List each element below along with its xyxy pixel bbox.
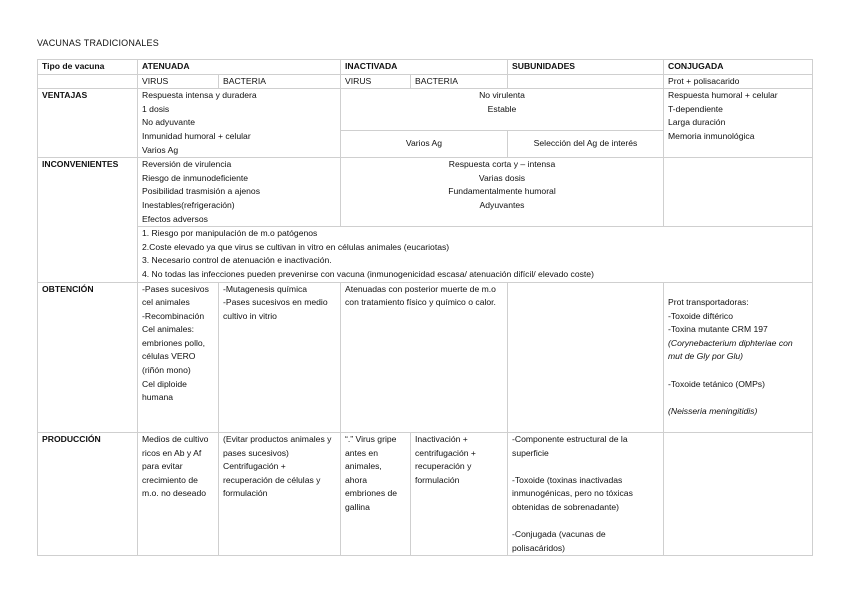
obtencion-conjugada	[664, 282, 813, 433]
produccion-bacteria: (Evitar productos animales y pases sucesivos) Centrifugación + recuperación de células y formulación	[219, 433, 341, 556]
produccion-virus-inactivada: “.” Virus gripe antes en animales, ahora embriones de gallina	[341, 433, 411, 556]
obtencion-row	[38, 282, 813, 433]
conjugada-prot-list: Prot transportadoras: -Toxoide diftérico -Toxina mutante CRM 197	[668, 297, 768, 335]
header-conjugada: CONJUGADA	[664, 60, 813, 75]
vaccine-table	[37, 59, 813, 556]
header-subunidades: SUBUNIDADES	[508, 60, 664, 75]
produccion-label: PRODUCCIÓN	[38, 433, 138, 556]
subheader-bacteria-inactivada: BACTERIA	[411, 74, 508, 89]
subheader-virus: VIRUS	[138, 74, 219, 89]
conjugada-corynebacterium: (Corynebacterium diphteriae con mut de Gly por Glu)	[668, 337, 793, 362]
produccion-subunidades: -Componente estructural de la superficie -Toxoide (toxinas inactivadas inmunogénicas, pero no tóxicas obtenidas de sobrenadante) -Conjugada (vacunas de polisacáridos)	[508, 433, 664, 556]
subheader-empty	[38, 74, 138, 89]
ventajas-subunidades: Selección del Ag de interés	[508, 130, 664, 157]
produccion-virus: Medios de cultivo ricos en Ab y Af para evitar crecimiento de m.o. no deseado	[138, 433, 219, 556]
obtencion-virus: -Pases sucesivos cel animales -Recombinación Cel animales: embriones pollo, células VERO (riñón mono) Cel diploide humana	[138, 282, 219, 433]
header-atenuada: ATENUADA	[138, 60, 341, 75]
document-title: VACUNAS TRADICIONALES	[37, 38, 159, 48]
inconvenientes-comun: Respuesta corta y – intensa Varias dosis Fundamentalmente humoral Adyuvantes	[341, 158, 664, 227]
ventajas-conjugada: Respuesta humoral + celular T-dependiente Larga duración Memoria inmunológica	[664, 89, 813, 158]
conjugada-toxoide-tetanico: -Toxoide tetánico (OMPs)	[668, 378, 765, 389]
ventajas-label: VENTAJAS	[38, 89, 138, 158]
obtencion-bacteria: -Mutagenesis química -Pases sucesivos en medio cultivo in vitrio	[219, 282, 341, 433]
subheader-bacteria: BACTERIA	[219, 74, 341, 89]
produccion-row	[38, 433, 813, 556]
subheader-conjugada: Prot + polisacarido	[664, 74, 813, 89]
header-inactivada: INACTIVADA	[341, 60, 508, 75]
subheader-row	[38, 74, 813, 89]
ventajas-comun: No virulenta Estable	[341, 89, 664, 131]
subheader-subunidades	[508, 74, 664, 89]
obtencion-label: OBTENCIÓN	[38, 282, 138, 433]
produccion-conjugada	[664, 433, 813, 556]
header-tipo: Tipo de vacuna	[38, 60, 138, 75]
inconvenientes-atenuada: Reversión de virulencia Riesgo de inmunodeficiente Posibilidad trasmisión a ajenos Inestables(refrigeración) Efectos adversos	[138, 158, 341, 227]
subheader-virus-inactivada: VIRUS	[341, 74, 411, 89]
produccion-bacteria-inactivada: Inactivación + centrifugación + recuperación y formulación	[411, 433, 508, 556]
inconvenientes-general: 1. Riesgo por manipulación de m.o patógenos 2.Coste elevado ya que virus se cultivan in vitro en células animales (eucariotas) 3. Necesario control de atenuación e inactivación. 4. No todas las infecciones pueden prevenirse con vacuna (inmunogenicidad escasa/ atenuación difícil/ elevado coste)	[138, 227, 813, 282]
header-row	[38, 60, 813, 75]
obtencion-inactivada: Atenuadas con posterior muerte de m.o con tratamiento físico y químico o calor.	[341, 282, 508, 433]
inconvenientes-label: INCONVENIENTES	[38, 158, 138, 282]
inconvenientes-conjugada	[664, 158, 813, 227]
ventajas-row-1	[38, 89, 813, 131]
conjugada-neisseria: (Neisseria meningitidis)	[668, 405, 758, 416]
ventajas-atenuada: Respuesta intensa y duradera 1 dosis No adyuvante Inmunidad humoral + celular Varios Ag	[138, 89, 341, 158]
inconvenientes-row-2	[38, 227, 813, 282]
inconvenientes-row-1	[38, 158, 813, 227]
ventajas-inactivada: Varios Ag	[341, 130, 508, 157]
obtencion-subunidades	[508, 282, 664, 433]
